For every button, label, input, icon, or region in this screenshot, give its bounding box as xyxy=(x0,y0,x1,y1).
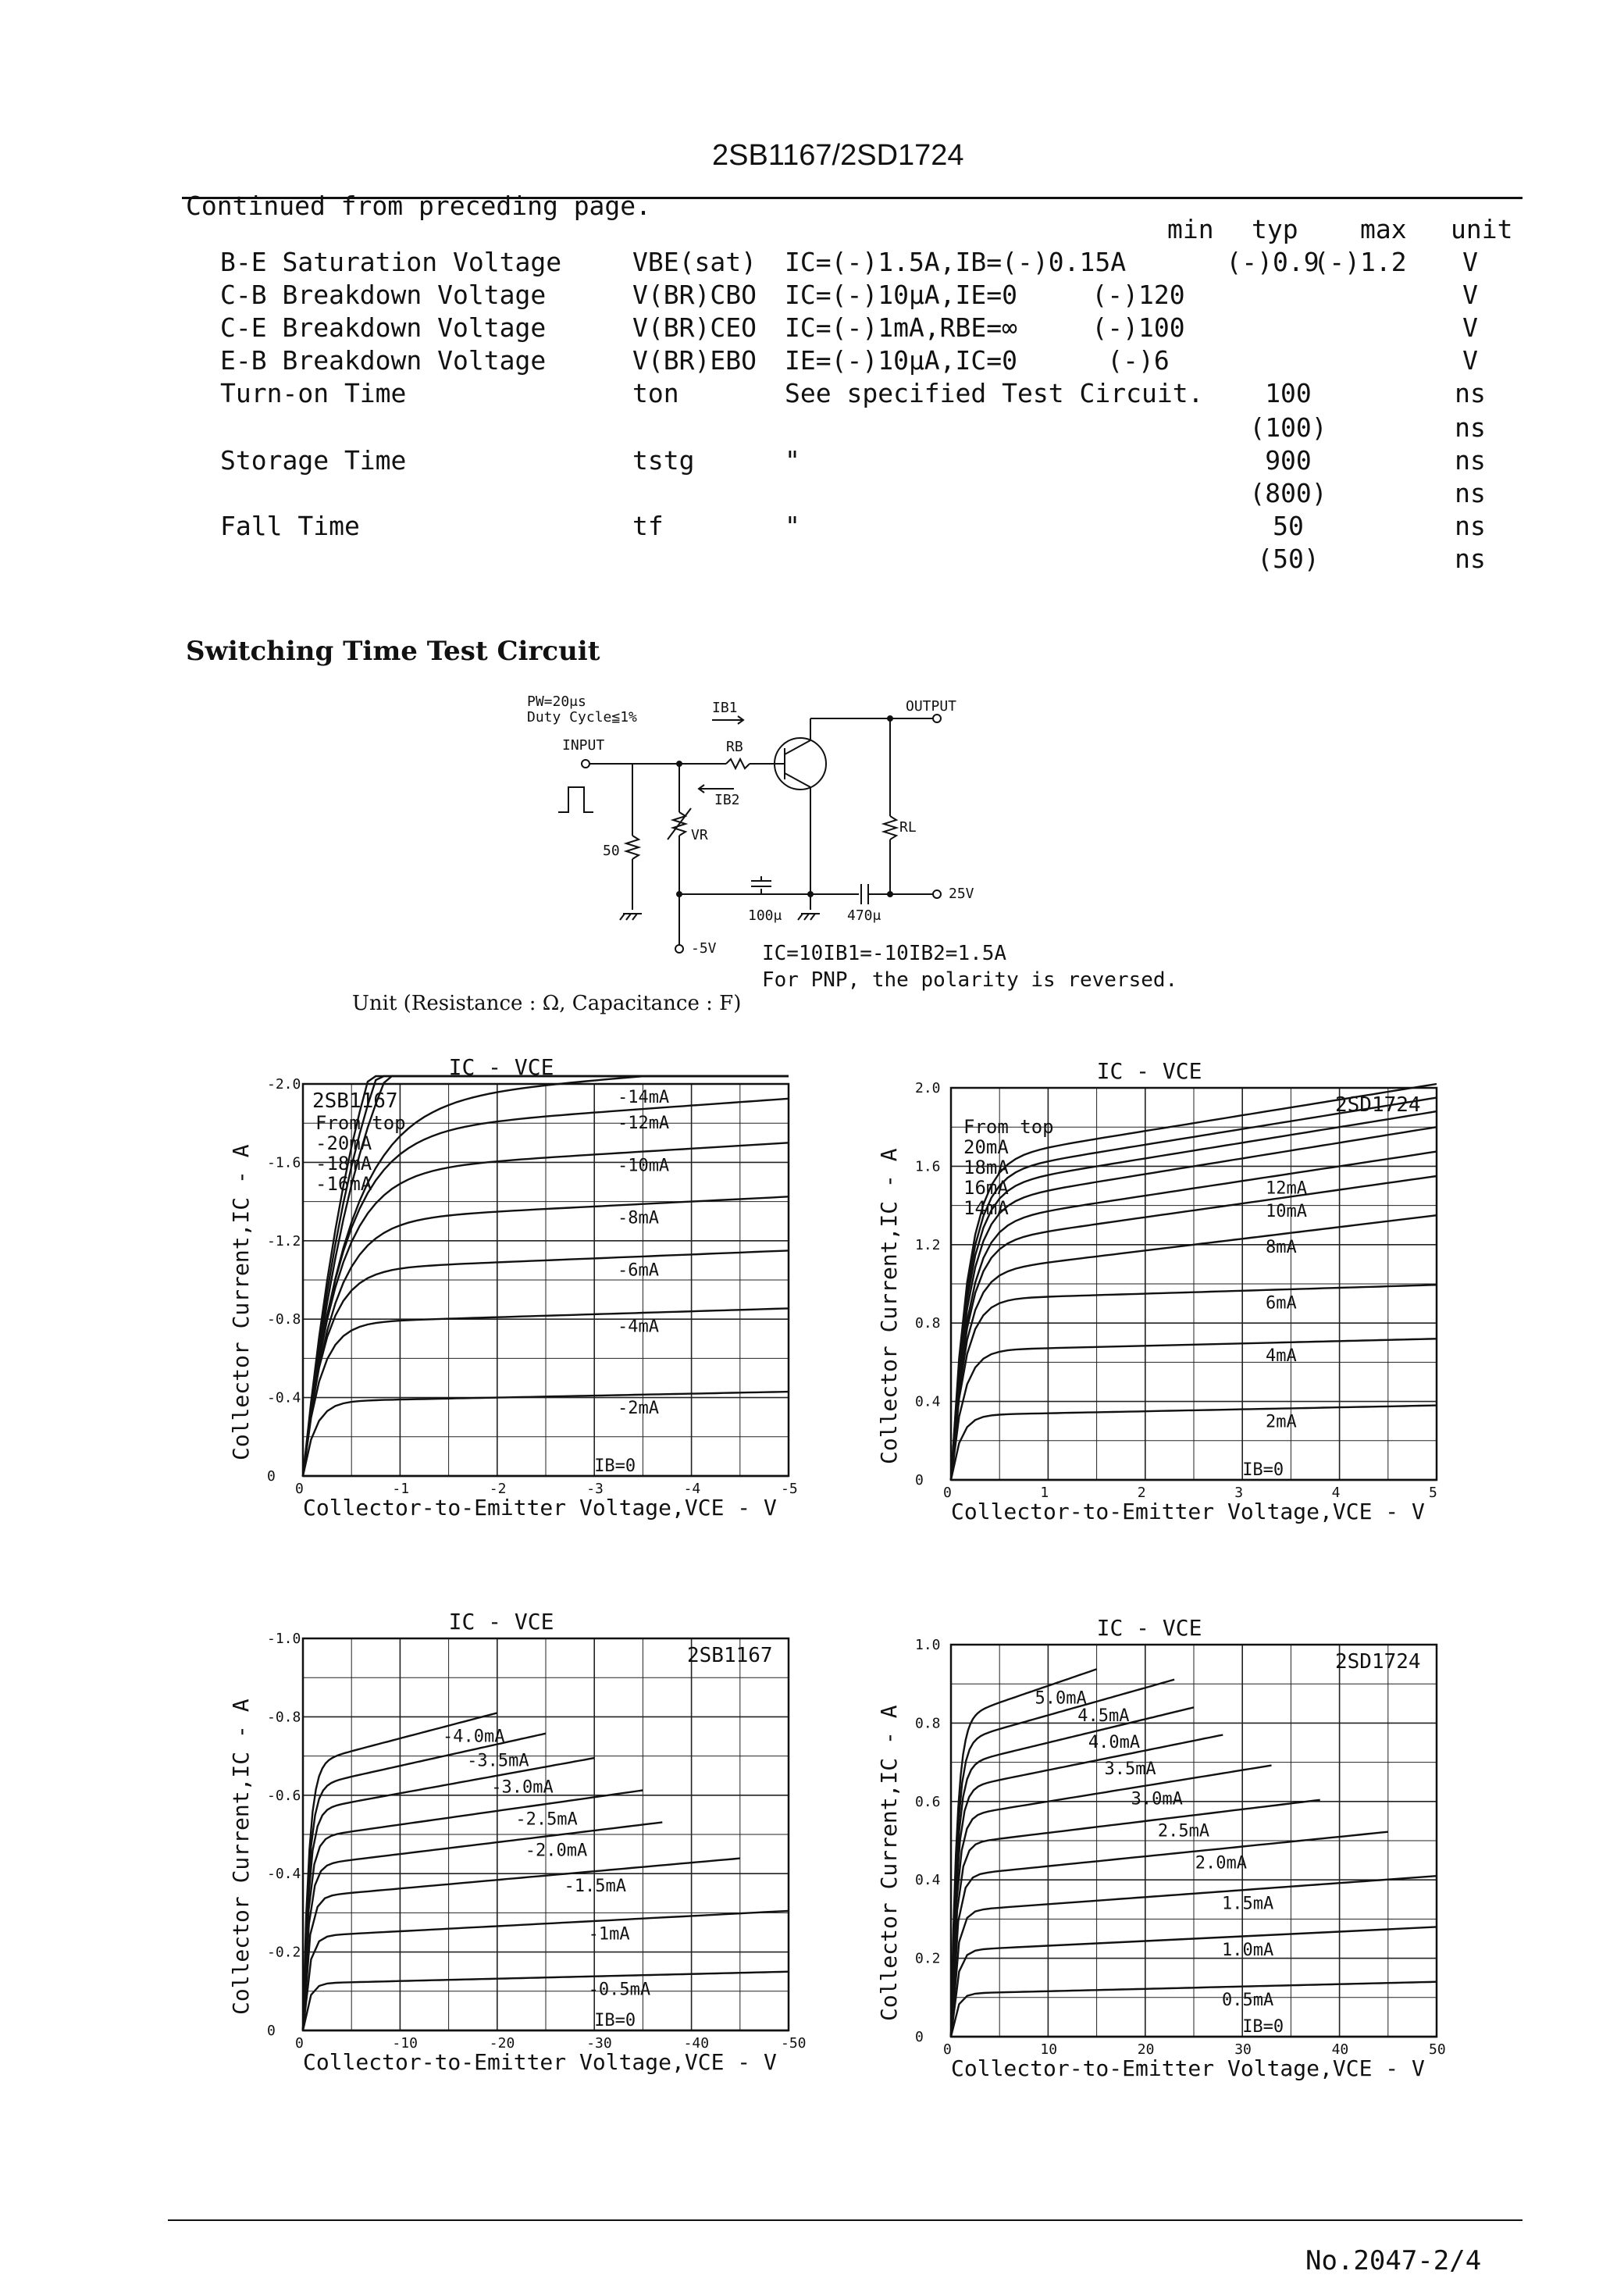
y-tick-label: 1.2 xyxy=(915,1236,941,1253)
spec-min: (-)100 xyxy=(1092,312,1185,343)
y-tick-label: 0.6 xyxy=(915,1793,941,1810)
curve-note: -20mA xyxy=(315,1132,372,1154)
curve-note: -16mA xyxy=(315,1173,372,1195)
pw-label: PW=20μs xyxy=(527,693,586,710)
y-tick-label: -0.6 xyxy=(267,1787,301,1804)
x-tick-label: 5 xyxy=(1429,1485,1437,1501)
r50-label: 50 xyxy=(603,843,620,859)
y-tick-label: -1.2 xyxy=(267,1232,301,1250)
spec-symbol: V(BR)CEO xyxy=(632,312,757,343)
spec-unit: V xyxy=(1462,312,1478,343)
curve-label: 1.5mA xyxy=(1221,1894,1274,1914)
y-tick-label: -0.8 xyxy=(267,1311,301,1328)
y-tick-label: 0.8 xyxy=(915,1715,941,1732)
curve-label: -6mA xyxy=(617,1260,659,1281)
ic-vce-chart xyxy=(228,1054,798,1520)
ic-vce-chart xyxy=(876,1615,1446,2081)
spec-unit: ns xyxy=(1455,412,1486,443)
spec-min: (-)6 xyxy=(1107,345,1170,376)
chart-title: IC - VCE xyxy=(1096,1058,1202,1084)
ib-curve xyxy=(951,1832,1388,2037)
curve-label: 2mA xyxy=(1265,1412,1297,1432)
x-tick-label: -10 xyxy=(392,2035,418,2052)
x-tick-label: -5 xyxy=(781,1481,798,1497)
curve-note: From top xyxy=(315,1112,406,1134)
curve-label: -12mA xyxy=(617,1113,670,1133)
curve-note: 16mA xyxy=(963,1177,1009,1199)
ib-curve xyxy=(303,1859,740,2030)
x-tick-label: 30 xyxy=(1234,2041,1252,2058)
y-tick-label: 0 xyxy=(915,1472,924,1488)
spec-condition: IC=(-)1mA,RBE=∞ xyxy=(785,312,1018,343)
y-tick-label: -1.6 xyxy=(267,1154,301,1171)
y-tick-label: 1.6 xyxy=(915,1158,941,1175)
spec-unit: V xyxy=(1462,247,1478,277)
curve-label: -4mA xyxy=(617,1317,659,1337)
curve-note: 20mA xyxy=(963,1136,1009,1158)
chart-title: IC - VCE xyxy=(448,1054,554,1080)
curve-label: 2.0mA xyxy=(1195,1853,1248,1873)
curve-label: -2.5mA xyxy=(515,1809,578,1830)
curve-label: -0.5mA xyxy=(588,1980,651,2000)
x-tick-label: 50 xyxy=(1429,2041,1446,2058)
y-tick-label: 2.0 xyxy=(915,1080,941,1096)
ic-vce-chart xyxy=(876,1058,1437,1524)
y-tick-label: 0.4 xyxy=(915,1872,941,1889)
curve-label: -1.5mA xyxy=(564,1876,627,1896)
curve-note: From top xyxy=(963,1116,1054,1138)
curve-label: -10mA xyxy=(617,1156,670,1176)
device-label: 2SB1167 xyxy=(312,1089,398,1113)
x-tick-label: -2 xyxy=(489,1481,507,1497)
x-tick-label: 0 xyxy=(295,1481,304,1497)
page-number: No.2047-2/4 xyxy=(1305,2245,1482,2276)
spec-symbol: V(BR)EBO xyxy=(632,345,757,376)
spec-unit: ns xyxy=(1455,511,1486,541)
curve-label: -14mA xyxy=(617,1088,670,1107)
y-axis-label: Collector Current,IC - A xyxy=(228,1699,254,2015)
spec-condition: IE=(-)10μA,IC=0 xyxy=(785,345,1018,376)
curve-label: 3.5mA xyxy=(1104,1759,1156,1780)
spec-col-header: min xyxy=(1167,214,1214,244)
spec-min: (-)120 xyxy=(1092,280,1185,310)
duty-label: Duty Cycle≦1% xyxy=(527,709,637,725)
spec-param: C-B Breakdown Voltage xyxy=(220,280,547,310)
x-tick-label: 1 xyxy=(1040,1485,1049,1501)
unit-note: Unit (Resistance : Ω, Capacitance : F) xyxy=(352,992,742,1015)
spec-param: B-E Saturation Voltage xyxy=(220,247,562,277)
c1-label: 100μ xyxy=(748,907,782,924)
spec-condition: See specified Test Circuit. xyxy=(785,378,1204,408)
y-tick-label: 0.4 xyxy=(915,1393,941,1410)
curve-note: 14mA xyxy=(963,1197,1009,1219)
curve-label: -2mA xyxy=(617,1399,659,1419)
rb-label: RB xyxy=(726,739,743,755)
curve-label: -3.5mA xyxy=(467,1751,529,1771)
x-tick-label: 10 xyxy=(1040,2041,1058,2058)
x-tick-label: -3 xyxy=(586,1481,604,1497)
curve-label: 4.0mA xyxy=(1088,1733,1141,1753)
circuit-note-pnp: For PNP, the polarity is reversed. xyxy=(762,968,1178,992)
spec-col-header: max xyxy=(1360,214,1407,244)
c2-label: 470μ xyxy=(847,907,881,924)
x-tick-label: -40 xyxy=(683,2035,710,2052)
y-tick-label: -0.4 xyxy=(267,1866,301,1883)
x-tick-label: 0 xyxy=(943,2041,952,2058)
y-axis-label: Collector Current,IC - A xyxy=(228,1144,254,1460)
y-tick-label: 0 xyxy=(267,2023,276,2039)
x-tick-label: -20 xyxy=(489,2035,515,2052)
y-axis-label: Collector Current,IC - A xyxy=(876,1148,902,1464)
spec-condition: IC=(-)10μA,IE=0 xyxy=(785,280,1018,310)
x-tick-label: 4 xyxy=(1331,1485,1341,1501)
spec-col-header: typ xyxy=(1252,214,1298,244)
curve-label: 12mA xyxy=(1265,1178,1307,1199)
curve-label: -1mA xyxy=(588,1924,630,1945)
y-tick-label: 1.0 xyxy=(915,1637,941,1653)
x-tick-label: 20 xyxy=(1137,2041,1155,2058)
x-axis-label: Collector-to-Emitter Voltage,VCE - V xyxy=(951,2055,1425,2081)
curve-label: IB=0 xyxy=(594,1456,636,1476)
curve-label: -4.0mA xyxy=(443,1727,505,1747)
x-tick-label: 0 xyxy=(295,2035,304,2052)
circuit-note-ic: IC=10IB1=-10IB2=1.5A xyxy=(762,942,1007,965)
curve-note: -18mA xyxy=(315,1153,372,1175)
spec-param: Fall Time xyxy=(220,511,360,541)
part-number-header: 2SB1167/2SD1724 xyxy=(712,139,964,172)
v25-label: 25V xyxy=(949,886,974,902)
spec-condition: IC=(-)1.5A,IB=(-)0.15A xyxy=(785,247,1127,277)
output-label: OUTPUT xyxy=(906,698,957,715)
spec-symbol: V(BR)CBO xyxy=(632,280,757,310)
curve-label: 6mA xyxy=(1265,1293,1297,1314)
spec-symbol: tstg xyxy=(632,445,695,476)
x-tick-label: -4 xyxy=(683,1481,701,1497)
device-label: 2SD1724 xyxy=(1335,1650,1421,1674)
x-axis-label: Collector-to-Emitter Voltage,VCE - V xyxy=(303,1495,777,1520)
ib1-label: IB1 xyxy=(712,700,738,716)
x-tick-label: -30 xyxy=(586,2035,612,2052)
curve-label: 1.0mA xyxy=(1221,1940,1274,1960)
ib-curve xyxy=(951,1680,1174,2037)
curve-label: IB=0 xyxy=(1242,2017,1284,2037)
spec-col-header: unit xyxy=(1451,214,1513,244)
curve-label: 0.5mA xyxy=(1221,1990,1274,2010)
ic-vce-chart xyxy=(228,1609,807,2075)
spec-unit: ns xyxy=(1455,378,1486,408)
y-tick-label: -2.0 xyxy=(267,1076,301,1093)
curve-label: 10mA xyxy=(1265,1202,1307,1222)
chart-title: IC - VCE xyxy=(448,1609,554,1635)
neg5v-label: -5V xyxy=(691,940,717,957)
continued-note: Continued from preceding page. xyxy=(186,191,652,221)
y-tick-label: -0.2 xyxy=(267,1944,301,1961)
y-tick-label: 0 xyxy=(267,1468,276,1485)
x-tick-label: 2 xyxy=(1137,1485,1146,1501)
spec-typ: 900 xyxy=(1265,445,1312,476)
spec-unit: ns xyxy=(1455,445,1486,476)
y-tick-label: -1.0 xyxy=(267,1631,301,1647)
spec-symbol: VBE(sat) xyxy=(632,247,757,277)
spec-unit: ns xyxy=(1455,544,1486,574)
spec-typ: 50 xyxy=(1273,511,1304,541)
y-tick-label: 0 xyxy=(915,2029,924,2045)
spec-typ: (100) xyxy=(1249,412,1327,443)
spec-unit: V xyxy=(1462,345,1478,376)
input-label: INPUT xyxy=(562,737,605,754)
x-tick-label: 3 xyxy=(1234,1485,1244,1501)
spec-unit: V xyxy=(1462,280,1478,310)
rl-label: RL xyxy=(899,819,917,836)
y-tick-label: 0.2 xyxy=(915,1950,941,1967)
spec-param: Storage Time xyxy=(220,445,407,476)
curve-label: 8mA xyxy=(1265,1238,1297,1258)
curve-label: -2.0mA xyxy=(525,1841,588,1861)
curve-note: 18mA xyxy=(963,1157,1009,1178)
bottom-rule xyxy=(168,2219,1522,2221)
spec-param: Turn-on Time xyxy=(220,378,407,408)
curve-label: IB=0 xyxy=(1242,1460,1284,1480)
spec-typ: (50) xyxy=(1257,544,1320,574)
x-tick-label: 0 xyxy=(943,1485,952,1501)
y-tick-label: -0.4 xyxy=(267,1389,301,1406)
ib-curve xyxy=(951,1669,1097,2037)
curve-label: 4mA xyxy=(1265,1346,1297,1367)
circuit-title: Switching Time Test Circuit xyxy=(186,636,600,667)
device-label: 2SB1167 xyxy=(687,1644,773,1667)
curve-label: 2.5mA xyxy=(1157,1821,1210,1841)
y-tick-label: -0.8 xyxy=(267,1709,301,1726)
spec-symbol: tf xyxy=(632,511,664,541)
spec-unit: ns xyxy=(1455,478,1486,508)
spec-max: (-)1.2 xyxy=(1313,247,1407,277)
x-axis-label: Collector-to-Emitter Voltage,VCE - V xyxy=(303,2049,777,2075)
curve-label: 3.0mA xyxy=(1131,1789,1183,1809)
spec-condition: " xyxy=(785,445,800,476)
spec-typ: 100 xyxy=(1265,378,1312,408)
device-label: 2SD1724 xyxy=(1335,1093,1421,1117)
spec-param: C-E Breakdown Voltage xyxy=(220,312,547,343)
y-axis-label: Collector Current,IC - A xyxy=(876,1705,902,2021)
vr-label: VR xyxy=(691,827,708,843)
spec-condition: " xyxy=(785,511,800,541)
x-tick-label: -1 xyxy=(392,1481,410,1497)
y-tick-label: 0.8 xyxy=(915,1315,941,1332)
ib2-label: IB2 xyxy=(714,792,740,808)
spec-param: E-B Breakdown Voltage xyxy=(220,345,547,376)
spec-typ: (800) xyxy=(1249,478,1327,508)
x-axis-label: Collector-to-Emitter Voltage,VCE - V xyxy=(951,1499,1425,1524)
chart-title: IC - VCE xyxy=(1096,1615,1202,1641)
curve-label: 4.5mA xyxy=(1077,1706,1130,1727)
curve-label: -3.0mA xyxy=(491,1777,554,1798)
curve-label: IB=0 xyxy=(594,2011,636,2030)
x-tick-label: 40 xyxy=(1331,2041,1349,2058)
x-tick-label: -50 xyxy=(781,2035,807,2052)
curve-label: 5.0mA xyxy=(1035,1688,1087,1709)
curve-label: -8mA xyxy=(617,1208,659,1228)
spec-symbol: ton xyxy=(632,378,679,408)
spec-typ: (-)0.9 xyxy=(1226,247,1320,277)
